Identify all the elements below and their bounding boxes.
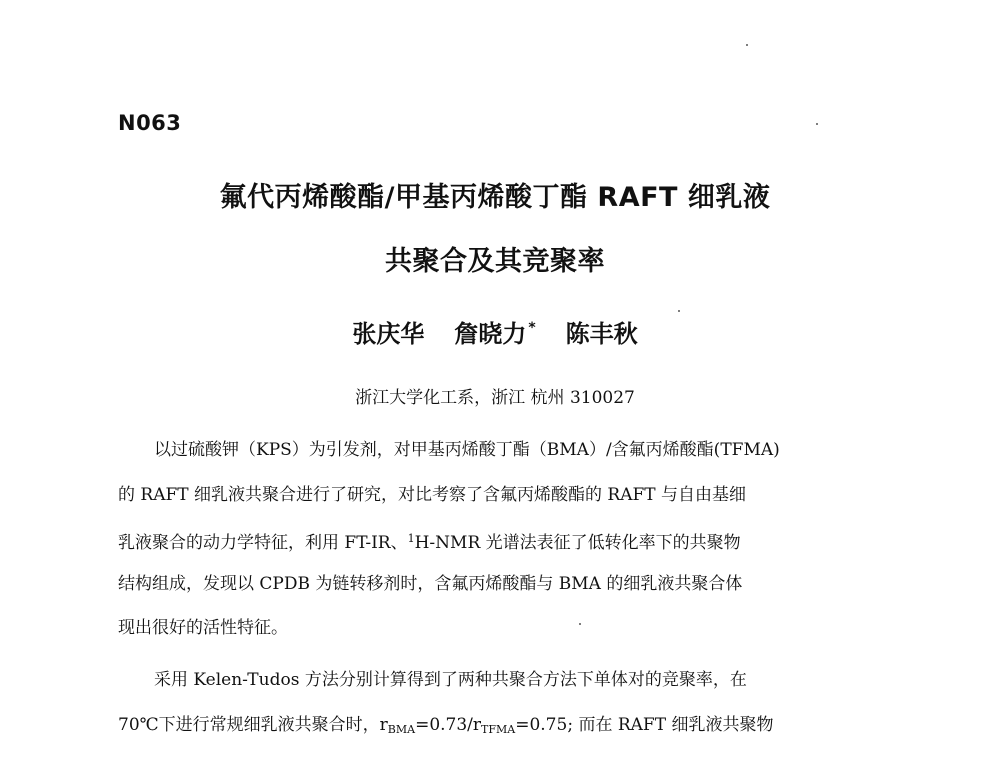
paper-title-line-1: 氟代丙烯酸酯/甲基丙烯酸丁酯 RAFT 细乳液	[219, 182, 771, 213]
scan-speck	[579, 623, 581, 625]
abstract-paragraph-2	[118, 658, 858, 747]
author-name	[454, 314, 535, 349]
corresponding-author-name: 詹晓力	[454, 320, 527, 348]
author-name: 陈丰秋	[565, 320, 638, 348]
subscript: BMA	[387, 722, 416, 736]
scan-speck	[746, 44, 748, 46]
affiliation: 浙江大学化工系，浙江 杭州 310027	[355, 388, 635, 408]
text-line	[118, 517, 858, 562]
text-fragment: H-NMR 光谱法表征了低转化率下的共聚物	[414, 533, 741, 553]
abstract-paragraph-1	[118, 428, 858, 651]
text-line: 现出很好的活性特征。	[118, 618, 288, 638]
text-line: 的 RAFT 细乳液共聚合进行了研究，对比考察了含氟丙烯酸酯的 RAFT 与自由基细	[118, 484, 747, 505]
text-fragment: =0.75; 而在 RAFT 细乳液共聚物	[515, 714, 774, 735]
text-line: 结构组成，发现以 CPDB 为链转移剂时，含氟丙烯酸酯与 BMA 的细乳液共聚合体	[118, 573, 743, 594]
text-fragment: 乳液聚合的动力学特征，利用 FT-IR、	[118, 533, 408, 553]
scan-speck	[816, 123, 818, 125]
text-line: 以过硫酸钾（KPS）为引发剂，对甲基丙烯酸丁酯（BMA）/含氟丙烯酸酯(TFMA)	[154, 440, 780, 460]
corresponding-author-mark: *	[528, 320, 536, 336]
superscript: 1	[407, 532, 415, 545]
author-name: 张庆华	[352, 320, 425, 348]
paper-title-line-2: 共聚合及其竞聚率	[385, 246, 605, 277]
text-line: 采用 Kelen-Tudos 方法分别计算得到了两种共聚合方法下单体对的竞聚率，在	[154, 670, 747, 690]
text-fragment: =0.73/r	[415, 714, 482, 735]
text-fragment: 70℃下进行常规细乳液共聚合时，r	[118, 714, 388, 735]
subscript: TFMA	[481, 722, 516, 736]
text-line	[118, 703, 858, 748]
scan-speck	[678, 310, 680, 312]
author-list	[0, 314, 990, 349]
paper-id: N063	[118, 111, 182, 135]
